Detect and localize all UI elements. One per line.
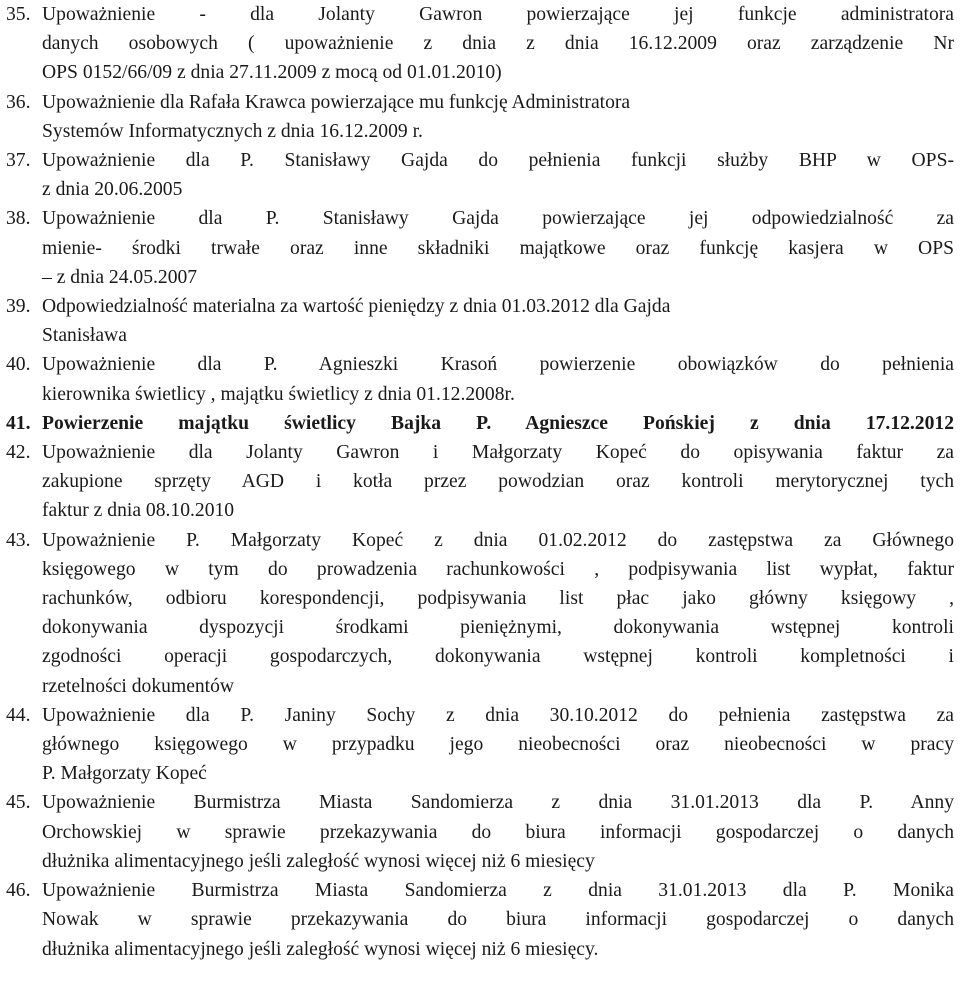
text-line: rzetelności dokumentów bbox=[42, 675, 235, 697]
list-item bbox=[6, 526, 954, 701]
text-line: OPS 0152/66/09 z dnia 27.11.2009 z mocą od 01.01.2010) bbox=[42, 62, 502, 84]
text-line: Powierzenie majątku świetlicy Bajka P. Agnieszce Pońskiej z dnia 17.12.2012 bbox=[42, 412, 954, 434]
list-item bbox=[6, 204, 954, 292]
text-line: Upoważnienie dla P. Agnieszki Krasoń powierzenie obowiązków do pełnienia bbox=[42, 354, 954, 376]
text-line: – z dnia 24.05.2007 bbox=[42, 266, 198, 288]
text-line: Upoważnienie dla Jolanty Gawron i Małgorzaty Kopeć do opisywania faktur za bbox=[42, 442, 954, 464]
text-line: zgodności operacji gospodarczych, dokonywania wstępnej kontroli kompletności i bbox=[42, 646, 954, 668]
list-item bbox=[6, 350, 954, 408]
text-line: Orchowskiej w sprawie przekazywania do biura informacji gospodarczej o danych bbox=[42, 821, 954, 843]
item-number: 46. bbox=[6, 880, 31, 902]
text-line: dokonywania dyspozycji środkami pieniężnymi, dokonywania wstępnej kontroli bbox=[42, 617, 954, 639]
item-text bbox=[42, 146, 954, 204]
text-line: Upoważnienie Burmistrza Miasta Sandomierza z dnia 31.01.2013 dla P. Anny bbox=[42, 792, 954, 814]
item-text bbox=[42, 0, 954, 88]
list-item bbox=[6, 88, 954, 146]
item-number: 37. bbox=[6, 150, 31, 172]
list-item bbox=[6, 438, 954, 526]
item-text bbox=[42, 350, 954, 408]
list-item bbox=[6, 788, 954, 876]
text-line: rachunków, odbioru korespondencji, podpisywania list płac jako główny księgowy , bbox=[42, 588, 954, 610]
text-line: księgowego w tym do prowadzenia rachunkowości , podpisywania list wypłat, faktur bbox=[42, 558, 954, 580]
text-line: Stanisława bbox=[42, 325, 127, 347]
text-line: dłużnika alimentacyjnego jeśli zaległość wynosi więcej niż 6 miesięcy bbox=[42, 850, 595, 872]
text-line: kierownika świetlicy , majątku świetlicy z dnia 01.12.2008r. bbox=[42, 383, 515, 405]
item-number: 43. bbox=[6, 529, 31, 551]
item-text bbox=[42, 526, 954, 701]
text-line: Upoważnienie dla P. Janiny Sochy z dnia 30.10.2012 do pełnienia zastępstwa za bbox=[42, 704, 954, 726]
item-number: 35. bbox=[6, 4, 31, 25]
list-item bbox=[6, 701, 954, 789]
text-line: Upoważnienie dla P. Stanisławy Gajda do pełnienia funkcji służby BHP w OPS- bbox=[42, 150, 954, 172]
text-line: Systemów Informatycznych z dnia 16.12.2009 r. bbox=[42, 120, 423, 142]
text-line: zakupione sprzęty AGD i kotła przez powodzian oraz kontroli merytorycznej tych bbox=[42, 471, 954, 493]
item-text bbox=[42, 701, 954, 789]
text-line: danych osobowych ( upoważnienie z dnia z dnia 16.12.2009 oraz zarządzenie Nr bbox=[42, 33, 954, 55]
text-line: P. Małgorzaty Kopeć bbox=[42, 763, 207, 785]
list-item bbox=[6, 409, 954, 438]
text-line: Upoważnienie P. Małgorzaty Kopeć z dnia 01.02.2012 do zastępstwa za Głównego bbox=[42, 529, 954, 551]
text-line: mienie- środki trwałe oraz inne składniki majątkowe oraz funkcję kasjera w OPS bbox=[42, 237, 954, 259]
text-line: głównego księgowego w przypadku jego nieobecności oraz nieobecności w pracy bbox=[42, 734, 954, 756]
text-line: Upoważnienie - dla Jolanty Gawron powierzające jej funkcje administratora bbox=[42, 4, 954, 25]
text-line: faktur z dnia 08.10.2010 bbox=[42, 500, 235, 522]
list-item bbox=[6, 292, 954, 350]
item-number: 36. bbox=[6, 91, 31, 113]
text-line: Odpowiedzialność materialna za wartość pieniędzy z dnia 01.03.2012 dla Gajda bbox=[42, 296, 671, 318]
text-line: z dnia 20.06.2005 bbox=[42, 179, 183, 201]
item-text bbox=[42, 876, 954, 964]
text-line: Upoważnienie dla P. Stanisławy Gajda powierzające jej odpowiedzialność za bbox=[42, 208, 954, 230]
list-item bbox=[6, 0, 954, 88]
item-number: 39. bbox=[6, 296, 31, 318]
item-text bbox=[42, 788, 954, 876]
text-line: Upoważnienie Burmistrza Miasta Sandomierza z dnia 31.01.2013 dla P. Monika bbox=[42, 880, 954, 902]
item-text bbox=[42, 204, 954, 292]
list-item bbox=[6, 876, 954, 964]
list-item bbox=[6, 146, 954, 204]
item-number: 42. bbox=[6, 442, 31, 464]
item-text bbox=[42, 88, 954, 146]
text-line: Upoważnienie dla Rafała Krawca powierzające mu funkcję Administratora bbox=[42, 91, 631, 113]
text-line: Nowak w sprawie przekazywania do biura informacji gospodarczej o danych bbox=[42, 909, 954, 931]
item-text bbox=[42, 438, 954, 526]
item-number: 45. bbox=[6, 792, 31, 814]
item-number: 40. bbox=[6, 354, 31, 376]
item-text bbox=[42, 409, 954, 438]
text-line: dłużnika alimentacyjnego jeśli zaległość wynosi więcej niż 6 miesięcy. bbox=[42, 938, 599, 960]
item-number: 38. bbox=[6, 208, 31, 230]
item-number: 41. bbox=[6, 412, 31, 434]
item-text bbox=[42, 292, 954, 350]
item-number: 44. bbox=[6, 704, 31, 726]
authorization-list bbox=[6, 0, 954, 964]
